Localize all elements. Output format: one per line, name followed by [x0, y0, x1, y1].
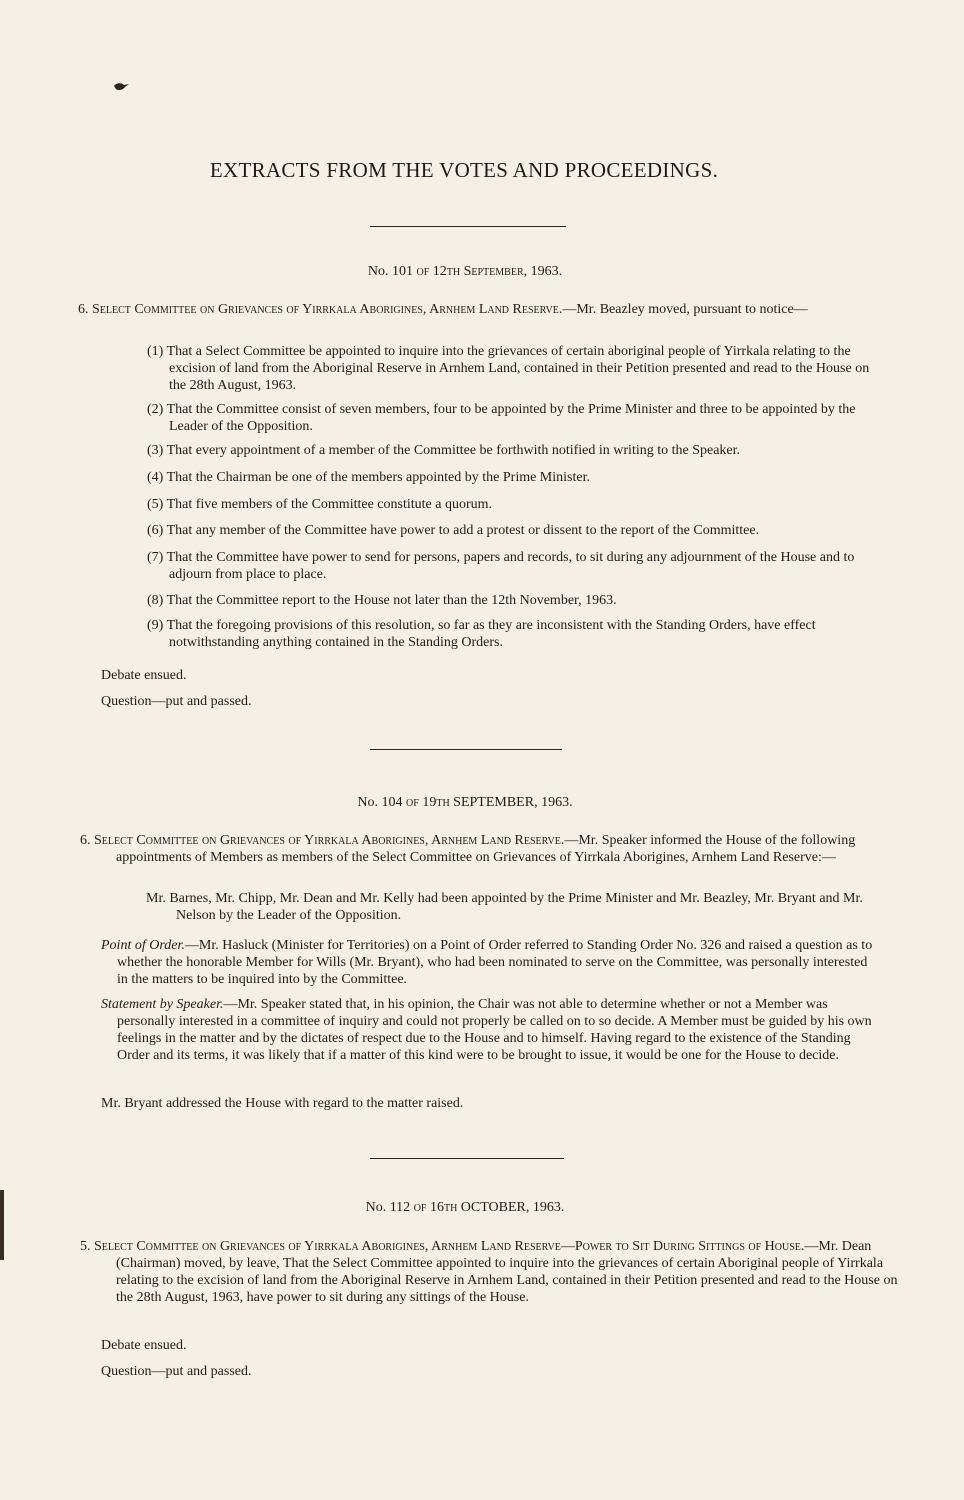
- debate-line: Debate ensued.: [101, 1338, 187, 1353]
- entry-subject: Select Committee on Grievances of Yirrkala Aborigines, Arnhem Land Reserve.: [92, 302, 563, 317]
- heading-number: No. 112: [365, 1200, 411, 1215]
- ink-spot: [112, 80, 130, 92]
- divider-rule: [370, 1158, 564, 1159]
- statement-text: —Mr. Speaker stated that, in his opinion, the Chair was not able to determine whether or not a Member was personally interested in a committee of inquiry and could not properly be called on to so decide. A Member must be guided by his own feelings in the matter and by the dictates of respect due to the House and to himself. Having regard to the existence of the Standing Order and its terms, it was likely that if a matter of this kind were to be brought to issue, it would be one for the House to decide.: [117, 997, 872, 1063]
- entry-6-sep12: [78, 301, 898, 318]
- heading-date: of 12th September, 1963.: [416, 264, 563, 279]
- page-title: EXTRACTS FROM THE VOTES AND PROCEEDINGS.: [209, 158, 719, 182]
- heading-number: No. 101: [367, 264, 413, 279]
- entry-text: —Mr. Dean (Chairman) moved, by leave, That the Select Committee appointed to inquire into the grievances of certain Aboriginal people of Yirrkala relating to the excision of land from the Aboriginal Reserve in Arnhem Land, contained in their Petition presented and read to the House on the 28th August, 1963, have power to sit during any sittings of the House.: [116, 1239, 898, 1305]
- section-heading-104: [0, 795, 930, 811]
- debate-line: Debate ensued.: [101, 668, 187, 683]
- entry-6-sep19: [80, 832, 898, 866]
- statement-label: Statement by Speaker.: [101, 997, 224, 1012]
- resolution-item: (4) That the Chairman be one of the members appointed by the Prime Minister.: [147, 470, 590, 485]
- entry-subject: Select Committee on Grievances of Yirrkala Aborigines, Arnhem Land Reserve—Power to Sit During Sittings of House.: [94, 1239, 805, 1254]
- point-of-order-label: Point of Order.: [101, 938, 185, 953]
- entry-number: 6.: [80, 833, 91, 848]
- heading-number: No. 104: [357, 795, 403, 810]
- resolution-item: (9) That the foregoing provisions of this resolution, so far as they are inconsistent with the Standing Orders, have effect notwithstanding anything contained in the Standing Orders.: [147, 618, 816, 650]
- resolution-item: (7) That the Committee have power to send for persons, papers and records, to sit during any adjournment of the House and to adjourn from place to place.: [147, 550, 855, 582]
- resolution-item: (8) That the Committee report to the House not later than the 12th November, 1963.: [147, 593, 617, 608]
- resolution-item: (6) That any member of the Committee have power to add a protest or dissent to the report of the Committee.: [147, 523, 760, 538]
- divider-rule: [370, 226, 566, 227]
- section-heading-101: [0, 264, 930, 280]
- resolution-item: (3) That every appointment of a member of the Committee be forthwith notified in writing to the Speaker.: [147, 443, 741, 458]
- statement-by-speaker: [101, 996, 879, 1064]
- question-line: Question—put and passed.: [101, 694, 252, 709]
- entry-5-oct16: [80, 1238, 898, 1306]
- heading-date: of 16th OCTOBER, 1963.: [413, 1200, 565, 1215]
- section-heading-112: [0, 1200, 930, 1216]
- entry-subject: Select Committee on Grievances of Yirrkala Aborigines, Arnhem Land Reserve.: [94, 833, 565, 848]
- resolution-item: (2) That the Committee consist of seven members, four to be appointed by the Prime Minister and three to be appointed by the Leader of the Opposition.: [147, 402, 856, 434]
- point-of-order-text: —Mr. Hasluck (Minister for Territories) on a Point of Order referred to Standing Order No. 326 and raised a question as to whether the honorable Member for Wills (Mr. Bryant), who had been nominated to serve on the Committee, was personally interested in the matters to be inquired into by the Committee.: [117, 938, 873, 987]
- question-line: Question—put and passed.: [101, 1364, 252, 1379]
- divider-rule: [370, 749, 562, 750]
- entry-number: 6.: [78, 302, 89, 317]
- bryant-line: Mr. Bryant addressed the House with regard to the matter raised.: [101, 1096, 464, 1111]
- resolution-item: (1) That a Select Committee be appointed to inquire into the grievances of certain aboriginal people of Yirrkala relating to the excision of land from the Aboriginal Reserve in Arnhem Land, contained in their Petition presented and read to the House on the 28th August, 1963.: [147, 344, 870, 393]
- entry-number: 5.: [80, 1239, 91, 1254]
- resolution-item: (5) That five members of the Committee constitute a quorum.: [147, 497, 492, 512]
- appointed-members: Mr. Barnes, Mr. Chipp, Mr. Dean and Mr. Kelly had been appointed by the Prime Minister and Mr. Beazley, Mr. Bryant and Mr. Nelson by the Leader of the Opposition.: [146, 891, 863, 923]
- entry-intro: —Mr. Speaker informed the House of the following appointments of Members as members of the Select Committee on Grievances of Yirrkala Aborigines, Arnhem Land Reserve:—: [116, 833, 856, 865]
- entry-intro: —Mr. Beazley moved, pursuant to notice—: [562, 302, 808, 317]
- point-of-order: [101, 937, 879, 988]
- heading-date: of 19th SEPTEMBER, 1963.: [406, 795, 573, 810]
